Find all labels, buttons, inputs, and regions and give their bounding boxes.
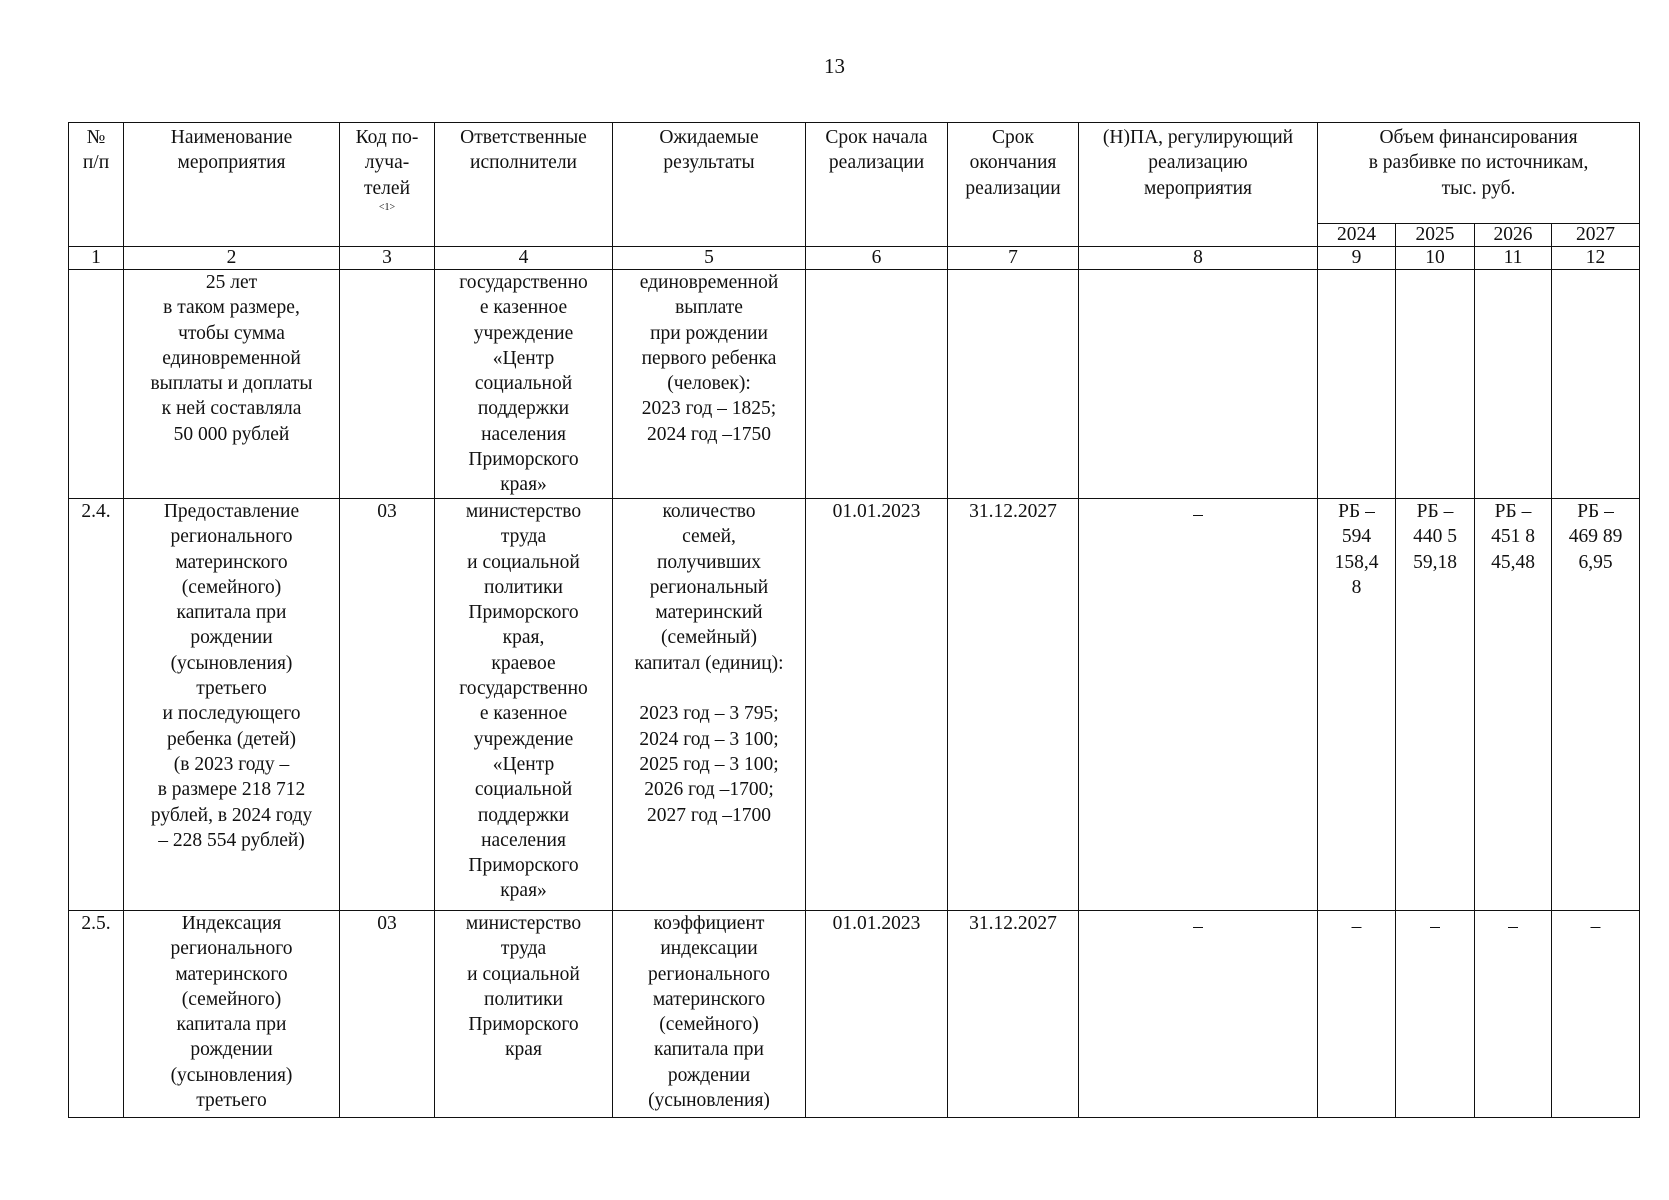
column-number: 7 (948, 247, 1079, 270)
header-year-2024: 2024 (1318, 224, 1396, 247)
row-funding-2024 (1318, 270, 1396, 499)
header-executors: Ответственные исполнители (435, 123, 613, 247)
row-start: 01.01.2023 (806, 911, 948, 1118)
header-code (340, 123, 435, 247)
row-results: количество семей, получивших региональный материнский (семейный) капитал (единиц): 2023 год – 3 795; 2024 год – 3 100; 2025 год – 3 100; 2026 год –1700; 2027 год –1700 (613, 499, 806, 911)
header-code-label: Код по- луча- телей (355, 127, 419, 199)
row-results: коэффициент индексации регионального материнского (семейного) капитала при рождении (усыновления) (613, 911, 806, 1118)
row-funding-2024: – (1318, 911, 1396, 1118)
header-row (69, 123, 1640, 224)
row-executors: министерство труда и социальной политики Приморского края (435, 911, 613, 1118)
row-funding-2026: РБ – 451 8 45,48 (1475, 499, 1552, 911)
header-results: Ожидаемые результаты (613, 123, 806, 247)
row-funding-2027 (1552, 270, 1640, 499)
row-code: 03 (340, 911, 435, 1118)
row-name: Предоставление регионального материнского (семейного) капитала при рождении (усыновления) третьего и последующего ребенка (детей) (в 2023 году – в размере 218 712 рублей, в 2024 году – 228 554 рублей) (124, 499, 340, 911)
header-npa: (Н)ПА, регулирующий реализацию мероприятия (1079, 123, 1318, 247)
row-funding-2027: – (1552, 911, 1640, 1118)
row-funding-2025: – (1396, 911, 1475, 1118)
row-funding-2026: – (1475, 911, 1552, 1118)
header-num: № п/п (69, 123, 124, 247)
header-year-2027: 2027 (1552, 224, 1640, 247)
row-executors: министерство труда и социальной политики Приморского края, краевое государственно е казенное учреждение «Центр социальной поддержки населения Приморского края» (435, 499, 613, 911)
table-row (69, 499, 1640, 911)
row-end: 31.12.2027 (948, 911, 1079, 1118)
row-code (340, 270, 435, 499)
row-start (806, 270, 948, 499)
table-row (69, 270, 1640, 499)
column-number: 5 (613, 247, 806, 270)
header-end: Срок окончания реализации (948, 123, 1079, 247)
column-number: 6 (806, 247, 948, 270)
row-end: 31.12.2027 (948, 499, 1079, 911)
row-npa (1079, 270, 1318, 499)
header-year-2025: 2025 (1396, 224, 1475, 247)
row-funding-2027: РБ – 469 89 6,95 (1552, 499, 1640, 911)
row-name: Индексация регионального материнского (семейного) капитала при рождении (усыновления) третьего (124, 911, 340, 1118)
row-executors: государственно е казенное учреждение «Центр социальной поддержки населения Приморского края» (435, 270, 613, 499)
header-start: Срок начала реализации (806, 123, 948, 247)
column-number: 2 (124, 247, 340, 270)
row-start: 01.01.2023 (806, 499, 948, 911)
activities-table (68, 122, 1640, 1118)
column-number: 3 (340, 247, 435, 270)
column-number: 10 (1396, 247, 1475, 270)
row-name: 25 лет в таком размере, чтобы сумма единовременной выплаты и доплаты к ней составляла 50 000 рублей (124, 270, 340, 499)
header-name: Наименование мероприятия (124, 123, 340, 247)
row-funding-2024: РБ – 594 158,4 8 (1318, 499, 1396, 911)
column-number: 9 (1318, 247, 1396, 270)
row-npa: – (1079, 499, 1318, 911)
row-funding-2026 (1475, 270, 1552, 499)
column-number: 8 (1079, 247, 1318, 270)
header-funding: Объем финансирования в разбивке по источникам, тыс. руб. (1318, 123, 1640, 224)
column-number: 11 (1475, 247, 1552, 270)
row-funding-2025 (1396, 270, 1475, 499)
header-code-footnote: <1> (378, 201, 396, 213)
row-funding-2025: РБ – 440 5 59,18 (1396, 499, 1475, 911)
table-row (69, 911, 1640, 1118)
column-number: 4 (435, 247, 613, 270)
row-num: 2.4. (69, 499, 124, 911)
row-results: единовременной выплате при рождении первого ребенка (человек): 2023 год – 1825; 2024 год –1750 (613, 270, 806, 499)
row-code: 03 (340, 499, 435, 911)
row-num: 2.5. (69, 911, 124, 1118)
row-end (948, 270, 1079, 499)
column-number: 1 (69, 247, 124, 270)
header-year-2026: 2026 (1475, 224, 1552, 247)
column-number: 12 (1552, 247, 1640, 270)
row-num (69, 270, 124, 499)
row-npa: – (1079, 911, 1318, 1118)
column-number-row (69, 247, 1640, 270)
page-number: 13 (824, 54, 845, 78)
